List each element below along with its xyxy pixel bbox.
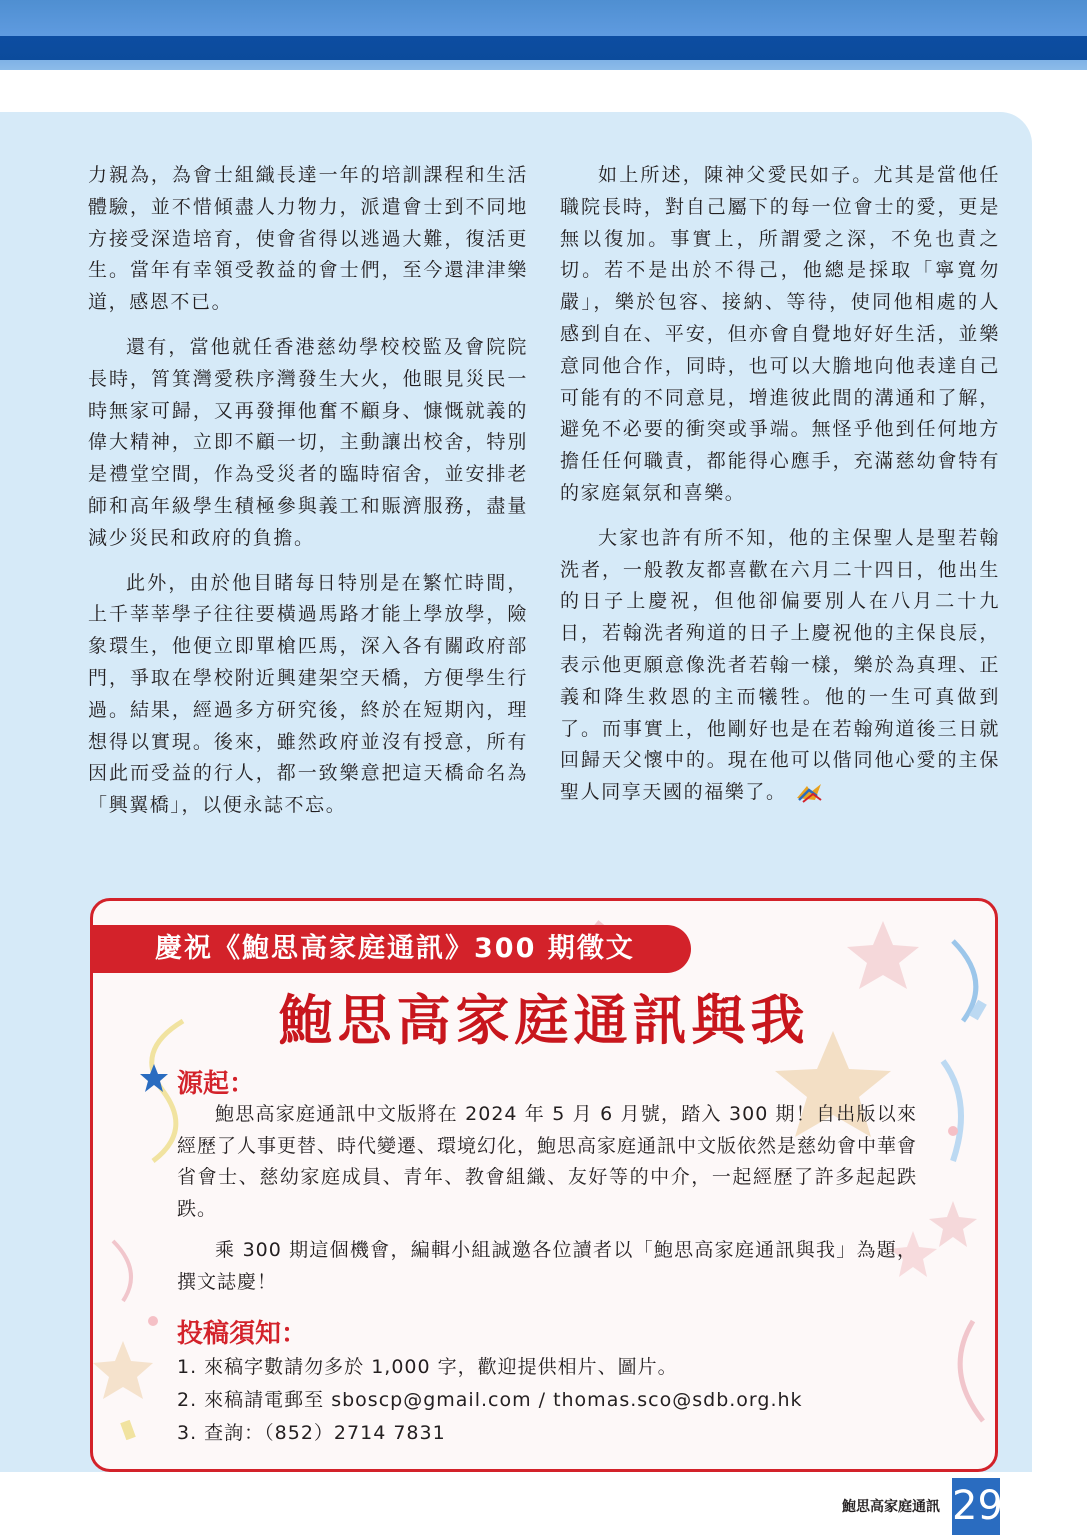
header-band xyxy=(0,0,1087,70)
origin-heading: 源起： xyxy=(177,1069,256,1099)
note-item: 1. 來稿字數請勿多於 1,000 字，歡迎提供相片、圖片。 xyxy=(177,1356,678,1378)
article-right-column xyxy=(560,160,1000,822)
call-for-submissions-box xyxy=(90,898,998,1472)
article-paragraph: 此外，由於他目睹每日特別是在繁忙時間，上千莘莘學子往往要橫過馬路才能上學放學，險象環生，他便立即單槍匹馬，深入各有關政府部門，爭取在學校附近興建架空天橋，方便學生行過。結果，經過多方研究後，終於在短期內，理想得以實現。後來，雖然政府並沒有授意，所有因此而受益的行人，都一致樂意把這天橋命名為「興翼橋」，以便永誌不忘。 xyxy=(88,571,528,817)
publication-name: 鮑思高家庭通訊 xyxy=(842,1499,940,1515)
star-icon xyxy=(139,1063,169,1093)
origin-text xyxy=(177,1099,917,1308)
page-number: 29 xyxy=(952,1478,1000,1535)
notice-title: 鮑思高家庭通訊與我 xyxy=(278,989,810,1052)
origin-paragraph: 鮑思高家庭通訊中文版將在 2024 年 5 月 6 月號，踏入 300 期！自出版以來經歷了人事更替、時代變遷、環境幻化，鮑思高家庭通訊中文版依然是慈幼會中華會省會士、慈幼家庭成員、青年、教會組織、友好等的中介，一起經歷了許多起起跌跌。 xyxy=(177,1103,918,1220)
article-paragraph-text: 大家也許有所不知，他的主保聖人是聖若翰洗者，一般教友都喜歡在六月二十四日，他出生的日子上慶祝，但他卻偏要別人在八月二十九日，若翰洗者殉道的日子上慶祝他的主保良辰，表示他更願意像洗者若翰一樣，樂於為真理、正義和降生救恩的主而犧牲。他的一生可真做到了。而事實上，他剛好也是在若翰殉道後三日就回歸天父懷中的。現在他可以偕同他心愛的主保聖人同享天國的福樂了。 xyxy=(560,526,1000,804)
note-item: 2. 來稿請電郵至 sboscp@gmail.com / thomas.sco@sdb.org.hk xyxy=(177,1389,803,1411)
article-left-column xyxy=(88,160,528,835)
article-paragraph: 還有，當他就任香港慈幼學校校監及會院院長時，筲箕灣愛秩序灣發生大火，他眼見災民一時無家可歸，又再發揮他奮不顧身、慷慨就義的偉大精神，立即不顧一切，主動讓出校舍，特別是禮堂空間，作為受災者的臨時宿舍，並安排老師和高年級學生積極參與義工和賑濟服務，盡量減少災民和政府的負擔。 xyxy=(88,335,528,549)
origin-paragraph: 乘 300 期這個機會，編輯小組誠邀各位讀者以「鮑思高家庭通訊與我」為題，撰文誌慶！ xyxy=(177,1239,917,1293)
submission-notes xyxy=(177,1351,917,1450)
note-item: 3. 查詢：（852）2714 7831 xyxy=(177,1422,446,1444)
article-paragraph: 如上所述，陳神父愛民如子。尤其是當他任職院長時，對自己屬下的每一位會士的愛，更是無以復加。事實上，所謂愛之深，不免也責之切。若不是出於不得己，他總是採取「寧寬勿嚴」，樂於包容、接納、等待，使同他相處的人感到自在、平安，但亦會自覺地好好生活，並樂意同他合作，同時，也可以大膽地向他表達自己可能有的不同意見，增進彼此間的溝通和了解，避免不必要的衝突或爭端。無怪乎他到任何地方擔任任何職責，都能得心應手，充滿慈幼會特有的家庭氣氛和喜樂。 xyxy=(560,164,1000,504)
article-paragraph xyxy=(560,523,1000,809)
salesian-end-mark-icon xyxy=(793,782,825,804)
article-paragraph: 力親為，為會士組織長達一年的培訓課程和生活體驗，並不惜傾盡人力物力，派遣會士到不同地方接受深造培育，使會省得以逃過大難，復活更生。當年有幸領受教益的會士們，至今還津津樂道，感恩不已。 xyxy=(88,164,528,314)
banner-title: 慶祝《鮑思高家庭通訊》300 期徵文 xyxy=(93,925,691,973)
submission-heading: 投稿須知： xyxy=(177,1319,308,1349)
